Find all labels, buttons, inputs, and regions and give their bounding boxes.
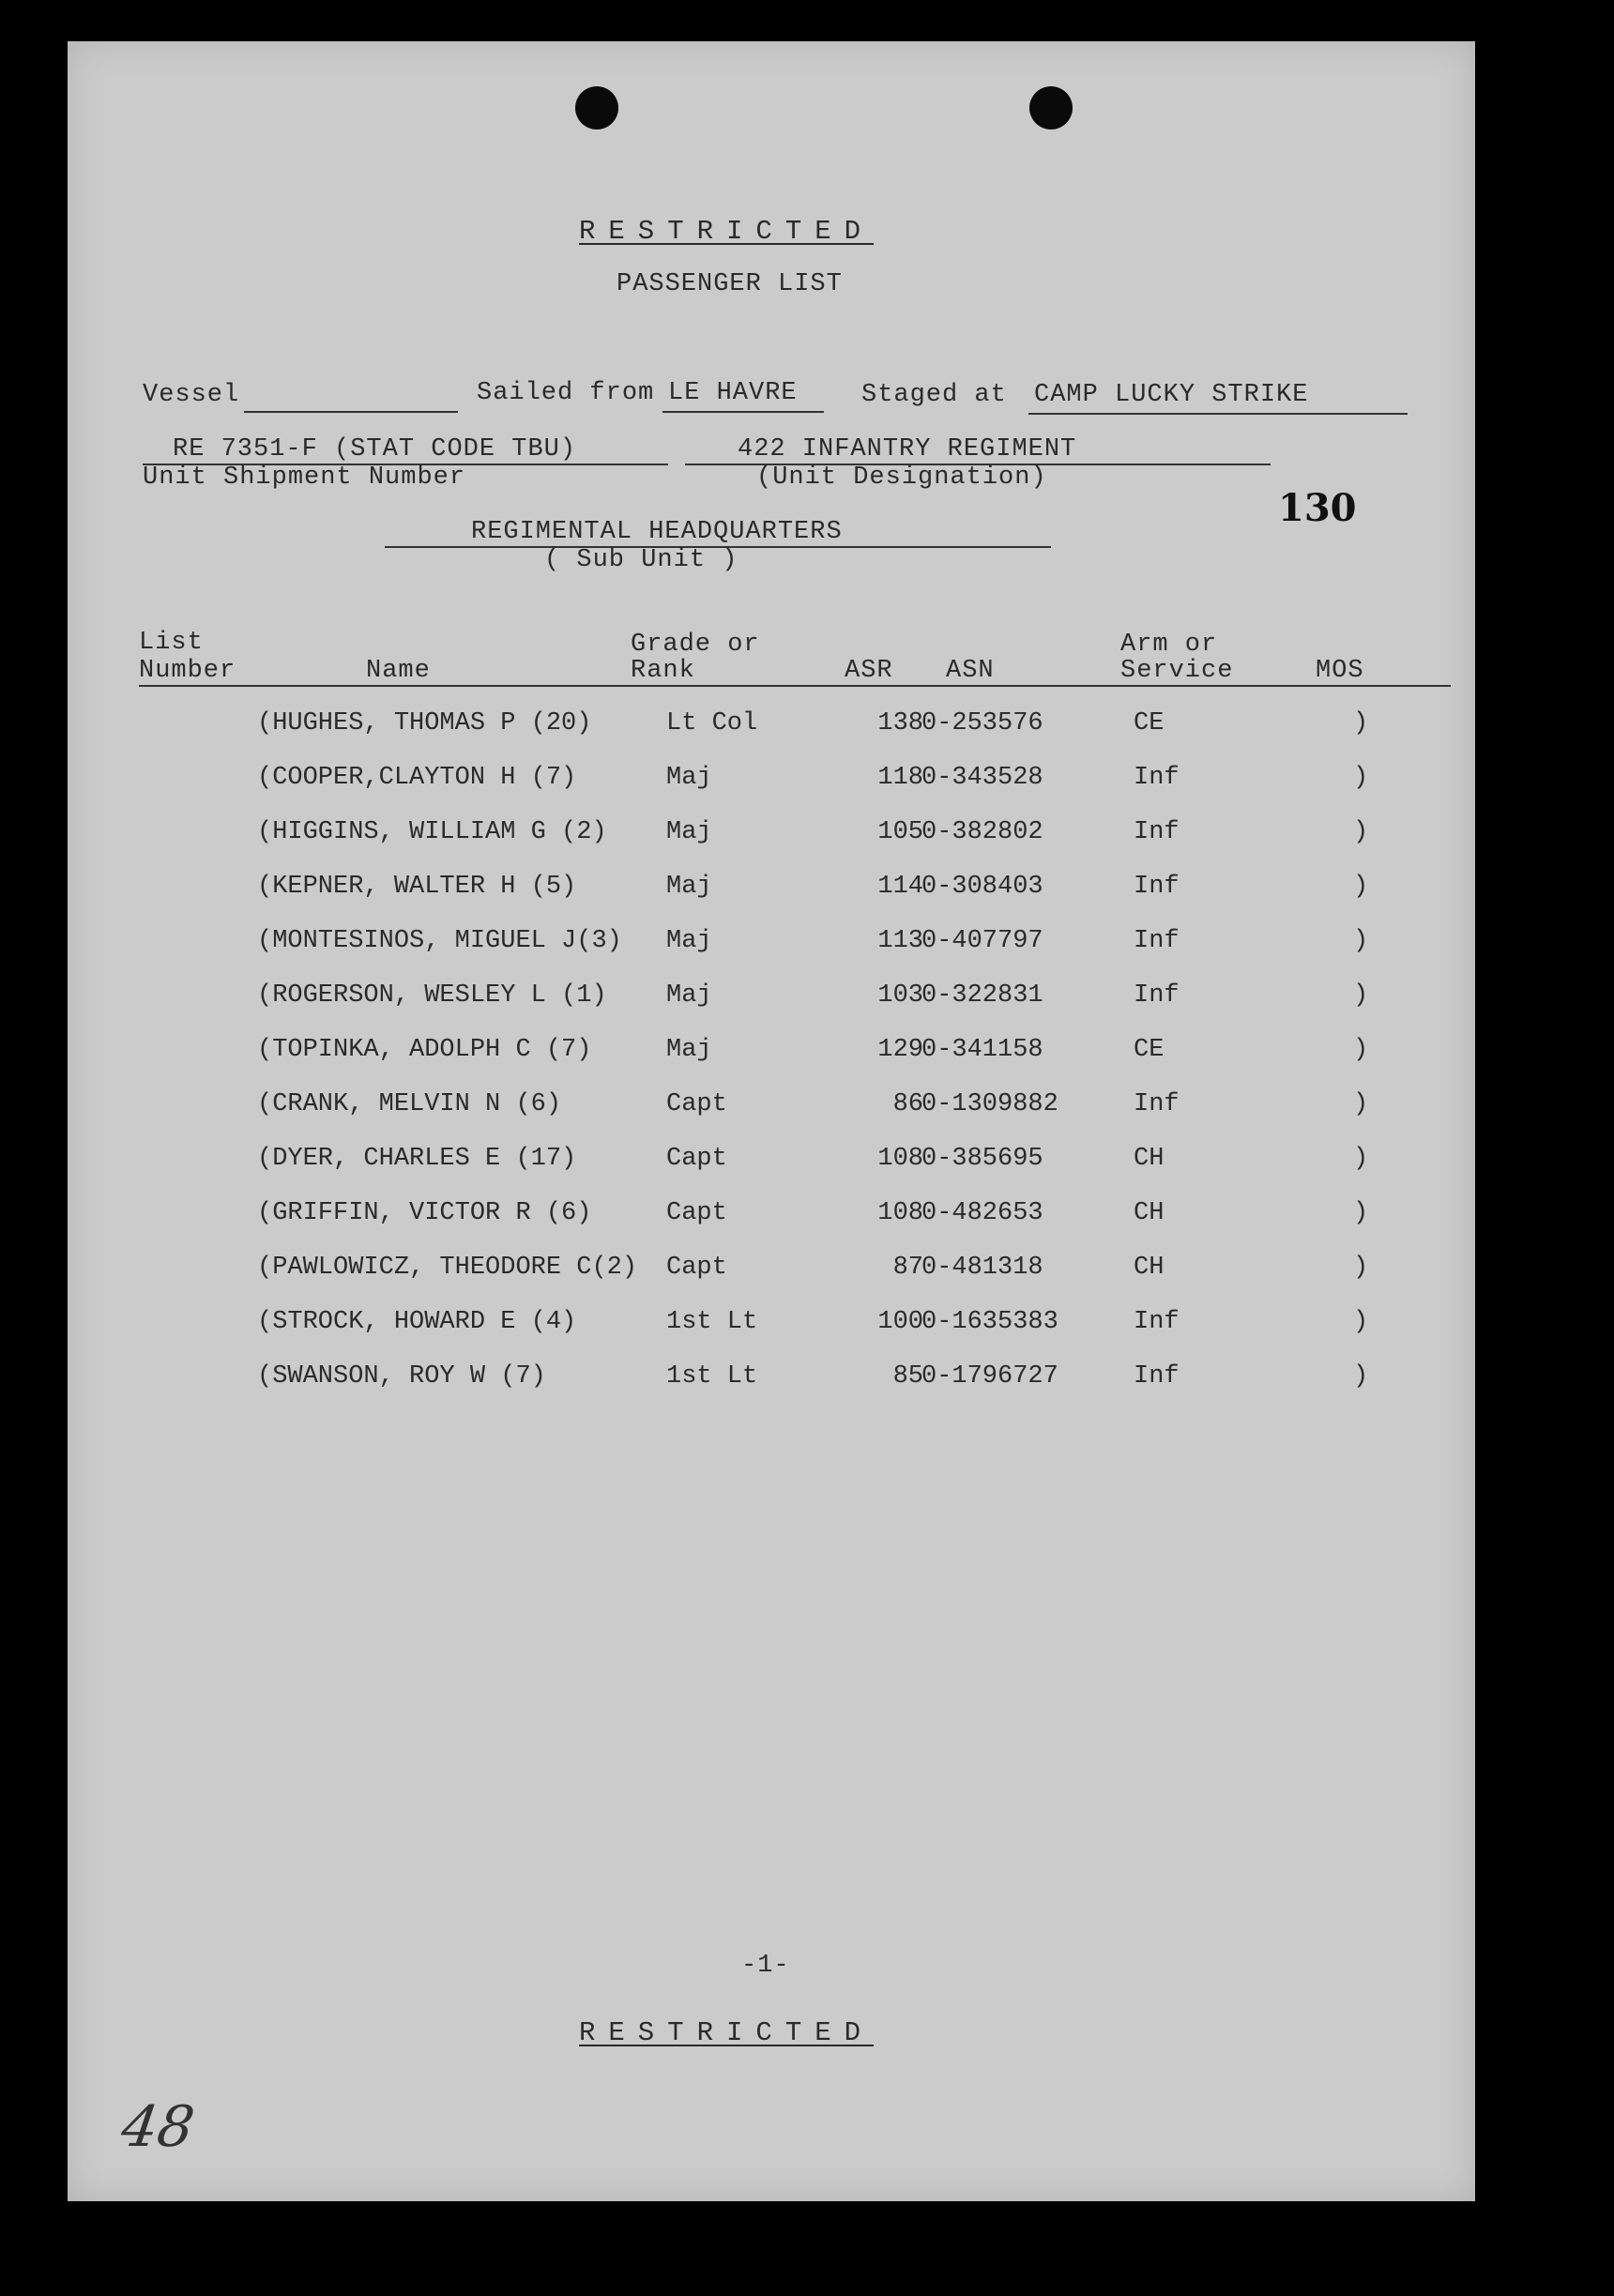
table-row — [68, 1145, 1475, 1182]
passenger-asr: 108 — [877, 1199, 923, 1227]
document-page — [68, 41, 1475, 2201]
passenger-asn: 0-308403 — [921, 873, 1043, 901]
passenger-rank: 1st Lt — [666, 1362, 758, 1391]
passenger-asn: 0-1309882 — [921, 1090, 1058, 1118]
passenger-asn: 0-1635383 — [921, 1308, 1058, 1336]
page-number: -1- — [741, 1952, 790, 1980]
passenger-name: (PAWLOWICZ, THEODORE C(2) — [257, 1254, 638, 1282]
passenger-arm: Inf — [1134, 1090, 1180, 1118]
passenger-arm: CH — [1134, 1145, 1165, 1173]
table-row — [68, 981, 1475, 1019]
unit-shipment-number-label: Unit Shipment Number — [143, 464, 466, 492]
passenger-arm: Inf — [1134, 1308, 1180, 1336]
staged-at-label: Staged at — [861, 381, 1007, 409]
staged-at-line — [1028, 413, 1408, 415]
passenger-asr: 108 — [877, 1145, 923, 1173]
passenger-mos: ) — [1353, 1362, 1369, 1391]
passenger-mos: ) — [1353, 1254, 1369, 1282]
passenger-name: (TOPINKA, ADOLPH C (7) — [257, 1036, 592, 1064]
passenger-asr: 129 — [877, 1036, 923, 1064]
passenger-asr: 85 — [892, 1362, 923, 1391]
passenger-mos: ) — [1353, 1036, 1369, 1064]
passenger-rank: Maj — [666, 818, 712, 846]
passenger-asr: 114 — [877, 873, 923, 901]
passenger-arm: Inf — [1134, 1362, 1180, 1391]
passenger-name: (KEPNER, WALTER H (5) — [257, 873, 577, 901]
passenger-arm: Inf — [1134, 764, 1180, 792]
passenger-rank: Capt — [666, 1199, 727, 1227]
passenger-asr: 103 — [877, 981, 923, 1010]
passenger-rank: Lt Col — [666, 709, 758, 737]
col-mos: MOS — [1316, 657, 1364, 685]
passenger-asn: 0-1796727 — [921, 1362, 1058, 1391]
col-name: Name — [366, 657, 431, 685]
passenger-rank: Maj — [666, 764, 712, 792]
passenger-arm: Inf — [1134, 818, 1180, 846]
passenger-arm: Inf — [1134, 927, 1180, 955]
table-row — [68, 1090, 1475, 1128]
passenger-asn: 0-482653 — [921, 1199, 1043, 1227]
passenger-asr: 100 — [877, 1308, 923, 1336]
table-row — [68, 1308, 1475, 1346]
header-rule — [139, 685, 1451, 687]
passenger-asr: 86 — [892, 1090, 923, 1118]
col-arm-line2: Service — [1120, 657, 1234, 685]
passenger-mos: ) — [1353, 764, 1369, 792]
passenger-asn: 0-385695 — [921, 1145, 1043, 1173]
table-row — [68, 873, 1475, 910]
sub-unit-value: REGIMENTAL HEADQUARTERS — [471, 518, 843, 546]
sailed-from-line — [662, 411, 824, 413]
passenger-asr: 118 — [877, 764, 923, 792]
passenger-name: (SWANSON, ROY W (7) — [257, 1362, 546, 1391]
sailed-from-label: Sailed from — [477, 379, 655, 407]
passenger-mos: ) — [1353, 927, 1369, 955]
passenger-mos: ) — [1353, 981, 1369, 1010]
col-asr: ASR — [845, 657, 893, 685]
table-row — [68, 818, 1475, 856]
classification-header: RESTRICTED — [579, 216, 875, 247]
passenger-asr: 87 — [892, 1254, 923, 1282]
passenger-asr: 138 — [877, 709, 923, 737]
vessel-label: Vessel — [143, 381, 240, 409]
passenger-rank: Capt — [666, 1145, 727, 1173]
classification-footer: RESTRICTED — [579, 2017, 875, 2048]
passenger-rank: Maj — [666, 981, 712, 1010]
passenger-asn: 0-481318 — [921, 1254, 1043, 1282]
passenger-asn: 0-343528 — [921, 764, 1043, 792]
passenger-name: (COOPER,CLAYTON H (7) — [257, 764, 577, 792]
table-row — [68, 764, 1475, 801]
passenger-name: (HUGHES, THOMAS P (20) — [257, 709, 592, 737]
passenger-rank: Maj — [666, 1036, 712, 1064]
passenger-name: (DYER, CHARLES E (17) — [257, 1145, 577, 1173]
passenger-arm: CH — [1134, 1199, 1165, 1227]
passenger-asn: 0-407797 — [921, 927, 1043, 955]
passenger-rank: Capt — [666, 1090, 727, 1118]
passenger-rank: Maj — [666, 873, 712, 901]
col-list-number-line2: Number — [139, 657, 236, 685]
page-count-mark: 130 — [1278, 486, 1357, 530]
passenger-arm: CH — [1134, 1254, 1165, 1282]
vessel-blank-line — [244, 411, 458, 413]
table-row — [68, 709, 1475, 747]
passenger-mos: ) — [1353, 873, 1369, 901]
passenger-asn: 0-382802 — [921, 818, 1043, 846]
passenger-arm: CE — [1134, 1036, 1165, 1064]
unit-shipment-number-value: RE 7351-F (STAT CODE TBU) — [173, 435, 577, 464]
punch-hole-left — [575, 86, 618, 129]
passenger-mos: ) — [1353, 818, 1369, 846]
col-grade-line2: Rank — [631, 657, 695, 685]
sub-unit-label: ( Sub Unit ) — [544, 546, 738, 574]
table-row — [68, 1036, 1475, 1073]
handwritten-mark: 48 — [117, 2094, 199, 2160]
passenger-name: (MONTESINOS, MIGUEL J(3) — [257, 927, 622, 955]
col-grade-line1: Grade or — [631, 631, 760, 659]
passenger-asn: 0-322831 — [921, 981, 1043, 1010]
table-row — [68, 1254, 1475, 1291]
passenger-rank: Maj — [666, 927, 712, 955]
passenger-mos: ) — [1353, 1145, 1369, 1173]
table-row — [68, 1199, 1475, 1237]
passenger-mos: ) — [1353, 1090, 1369, 1118]
passenger-asn: 0-341158 — [921, 1036, 1043, 1064]
passenger-mos: ) — [1353, 709, 1369, 737]
passenger-mos: ) — [1353, 1199, 1369, 1227]
col-asn: ASN — [946, 657, 995, 685]
passenger-mos: ) — [1353, 1308, 1369, 1336]
passenger-name: (HIGGINS, WILLIAM G (2) — [257, 818, 607, 846]
sailed-from-value: LE HAVRE — [668, 379, 798, 407]
col-list-number-line1: List — [139, 629, 204, 657]
unit-designation-value: 422 INFANTRY REGIMENT — [738, 435, 1077, 464]
passenger-asn: 0-253576 — [921, 709, 1043, 737]
document-title: PASSENGER LIST — [617, 270, 843, 298]
table-row — [68, 1362, 1475, 1400]
passenger-name: (GRIFFIN, VICTOR R (6) — [257, 1199, 592, 1227]
passenger-rank: 1st Lt — [666, 1308, 758, 1336]
passenger-arm: Inf — [1134, 873, 1180, 901]
passenger-name: (ROGERSON, WESLEY L (1) — [257, 981, 607, 1010]
passenger-arm: Inf — [1134, 981, 1180, 1010]
passenger-name: (CRANK, MELVIN N (6) — [257, 1090, 562, 1118]
passenger-arm: CE — [1134, 709, 1165, 737]
passenger-asr: 105 — [877, 818, 923, 846]
unit-designation-label: (Unit Designation) — [756, 464, 1047, 492]
passenger-name: (STROCK, HOWARD E (4) — [257, 1308, 577, 1336]
col-arm-line1: Arm or — [1120, 631, 1218, 659]
table-row — [68, 927, 1475, 965]
passenger-rank: Capt — [666, 1254, 727, 1282]
passenger-asr: 113 — [877, 927, 923, 955]
staged-at-value: CAMP LUCKY STRIKE — [1034, 381, 1309, 409]
punch-hole-right — [1029, 86, 1073, 129]
